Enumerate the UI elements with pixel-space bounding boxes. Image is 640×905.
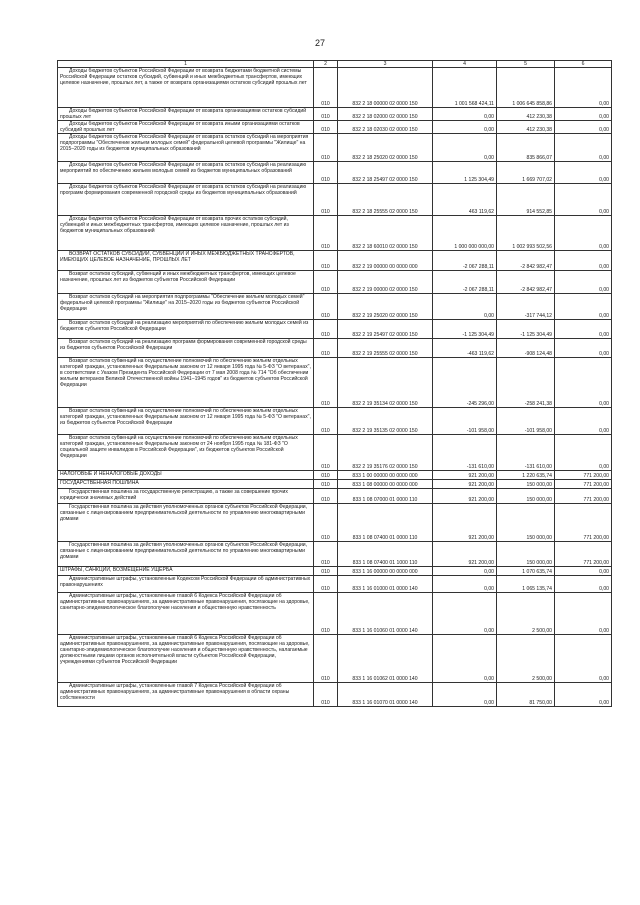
row-budget-code-cell: 833 1 00 00000 00 0000 000 — [338, 471, 433, 480]
table-row — [58, 294, 612, 320]
row-name-text: Административные штрафы, установленные главой 7 Кодекса Российской Федерации об административных правонарушениях, за административные правонарушения в области охраны собственности — [60, 683, 290, 702]
row-admin-code-cell: 010 — [314, 294, 338, 320]
row-budget-code-cell: 832 2 19 25555 02 0000 150 — [338, 339, 433, 358]
row-name-text: Доходы бюджетов субъектов Российской Федерации от возврата прочих остатков субсидий, субвенций и иных межбюджетных трансфертов, имеющих целевое назначение, прошлых лет из бюджетов муниципальных образований — [60, 216, 289, 235]
row-name-text: Возврат остатков субвенций на осуществление полномочий по обеспечению жильем отдельных категорий граждан, установленных Федеральным законом от 12 января 1995 года № 5-ФЗ "О ветеранах", из бюджетов субъектов Российской Федерации — [60, 408, 311, 427]
table-row — [58, 471, 612, 480]
table-row — [58, 635, 612, 683]
row-unexecuted-cell: 0,00 — [555, 683, 612, 707]
row-unexecuted-cell: 771 200,00 — [555, 542, 612, 567]
row-name-cell — [58, 635, 314, 683]
row-unexecuted-cell: 0,00 — [555, 216, 612, 251]
row-admin-code-cell: 010 — [314, 567, 338, 576]
row-executed-cell: 150 000,00 — [497, 489, 555, 504]
row-admin-code-cell: 010 — [314, 320, 338, 339]
row-admin-code-cell: 010 — [314, 184, 338, 216]
row-name-text: Доходы бюджетов субъектов Российской Федерации от возврата организациями остатков субсидий прошлых лет — [60, 108, 307, 121]
table-row — [58, 216, 612, 251]
row-plan-cell: 0,00 — [433, 134, 497, 162]
row-name-cell — [58, 435, 314, 471]
row-budget-code-cell: 832 2 18 00000 02 0000 150 — [338, 68, 433, 108]
row-name-text: ГОСУДАРСТВЕННАЯ ПОШЛИНА — [60, 480, 139, 487]
row-name-text: Возврат остатков субсидий, субвенций и иных межбюджетных трансфертов, имеющих целевое назначение, прошлых лет из бюджетов субъектов Российской Федерации — [60, 271, 296, 284]
row-unexecuted-cell: 0,00 — [555, 271, 612, 294]
row-budget-code-cell: 832 2 18 60010 02 0000 150 — [338, 216, 433, 251]
table-row — [58, 576, 612, 593]
row-unexecuted-cell: 0,00 — [555, 68, 612, 108]
row-budget-code-cell: 833 1 16 00000 00 0000 000 — [338, 567, 433, 576]
row-name-text: Государственная пошлина за действия уполномоченных органов субъектов Российской Федерации, связанные с лицензированием предпринимательской деятельности по управлению многоквартирными домами — [60, 504, 308, 523]
row-plan-cell: 921 200,00 — [433, 504, 497, 542]
row-executed-cell: -1 125 304,49 — [497, 320, 555, 339]
table-row — [58, 408, 612, 435]
row-name-text: Возврат остатков субвенций на осуществление полномочий по обеспечению жильем отдельных категорий граждан, установленных Федеральным законом от 12 января 1995 года № 5-ФЗ "О ветеранах", в соответствии с Указом Президента Российской Федерации от 7 мая 2008 года № 714 "Об обеспечении жильем ветеранов Великой Отечественной войны 1941–1945 годов" из бюджетов субъектов Российской Федерации — [60, 358, 311, 389]
table-row — [58, 593, 612, 635]
row-name-text: Возврат остатков субвенций на осуществление полномочий по обеспечению жильем отдельных категорий граждан, установленных Федеральным законом от 24 ноября 1995 года № 181-ФЗ "О социальной защите инвалидов в Российской Федерации", из бюджетов субъектов Российской Федерации — [60, 435, 298, 460]
row-executed-cell: 412 230,38 — [497, 108, 555, 121]
row-name-cell — [58, 480, 314, 489]
row-executed-cell: -2 842 982,47 — [497, 271, 555, 294]
row-name-cell — [58, 339, 314, 358]
row-name-cell — [58, 251, 314, 271]
row-executed-cell: -908 124,48 — [497, 339, 555, 358]
row-plan-cell: 0,00 — [433, 683, 497, 707]
row-budget-code-cell: 833 1 08 07000 01 0000 110 — [338, 489, 433, 504]
row-admin-code-cell: 010 — [314, 471, 338, 480]
row-name-cell — [58, 471, 314, 480]
row-name-text: Государственная пошлина за государственную регистрацию, а также за совершение прочих юридически значимых действий — [60, 489, 288, 502]
row-plan-cell: 0,00 — [433, 121, 497, 134]
row-admin-code-cell: 010 — [314, 271, 338, 294]
row-name-text: Возврат остатков субсидий на реализацию мероприятий по обеспечению жильем молодых семей из бюджетов субъектов Российской Федерации — [60, 320, 309, 333]
row-name-cell — [58, 162, 314, 184]
row-unexecuted-cell: 0,00 — [555, 593, 612, 635]
row-name-text: Доходы бюджетов субъектов Российской Федерации от возврата бюджетами бюджетной системы Российской Федерации остатков субсидий, субвенций и иных межбюджетных трансфертов, имеющих целевое назначение, прошлых лет, а также от возврата организациями остатков субсидий прошлых лет — [60, 68, 307, 87]
row-name-text: Государственная пошлина за действия уполномоченных органов субъектов Российской Федерации, связанные с лицензированием предпринимательской деятельности по управлению многоквартирными домами — [60, 542, 308, 561]
row-plan-cell: 0,00 — [433, 635, 497, 683]
row-name-cell — [58, 593, 314, 635]
row-executed-cell: 2 500,00 — [497, 593, 555, 635]
row-admin-code-cell: 010 — [314, 251, 338, 271]
row-admin-code-cell: 010 — [314, 576, 338, 593]
row-admin-code-cell: 010 — [314, 489, 338, 504]
row-plan-cell: 463 119,62 — [433, 184, 497, 216]
table-row — [58, 339, 612, 358]
row-unexecuted-cell: 0,00 — [555, 162, 612, 184]
row-admin-code-cell: 010 — [314, 504, 338, 542]
row-plan-cell: -2 067 288,11 — [433, 251, 497, 271]
row-unexecuted-cell: 0,00 — [555, 251, 612, 271]
row-executed-cell: 81 750,00 — [497, 683, 555, 707]
row-unexecuted-cell: 0,00 — [555, 567, 612, 576]
row-budget-code-cell: 832 2 19 25020 02 0000 150 — [338, 294, 433, 320]
row-executed-cell: 835 866,07 — [497, 134, 555, 162]
header-col-6: 6 — [555, 61, 612, 68]
row-unexecuted-cell: 0,00 — [555, 294, 612, 320]
table-row — [58, 358, 612, 408]
row-unexecuted-cell: 0,00 — [555, 320, 612, 339]
row-admin-code-cell: 010 — [314, 358, 338, 408]
row-plan-cell: 0,00 — [433, 567, 497, 576]
row-name-cell — [58, 320, 314, 339]
row-admin-code-cell: 010 — [314, 134, 338, 162]
table-row — [58, 162, 612, 184]
row-admin-code-cell: 010 — [314, 435, 338, 471]
row-name-text: ВОЗВРАТ ОСТАТКОВ СУБСИДИЙ, СУБВЕНЦИЙ И ИНЫХ МЕЖБЮДЖЕТНЫХ ТРАНСФЕРТОВ, ИМЕЮЩИХ ЦЕЛЕВОЕ НАЗНАЧЕНИЕ, ПРОШЛЫХ ЛЕТ — [60, 251, 295, 264]
row-budget-code-cell: 832 2 19 00000 02 0000 150 — [338, 271, 433, 294]
row-name-cell — [58, 108, 314, 121]
row-budget-code-cell: 832 2 19 35135 02 0000 150 — [338, 408, 433, 435]
row-budget-code-cell: 832 2 19 35176 02 0000 150 — [338, 435, 433, 471]
row-name-cell — [58, 134, 314, 162]
row-budget-code-cell: 833 1 16 01000 01 0000 140 — [338, 576, 433, 593]
row-budget-code-cell: 833 1 08 00000 00 0000 000 — [338, 480, 433, 489]
row-name-text: Административные штрафы, установленные главой 6 Кодекса Российской Федерации об административных правонарушениях, за административные правонарушения, посягающие на здоровье, санитарно-эпидемиологическое благополучие населения и общественную нравственность — [60, 593, 310, 612]
row-admin-code-cell: 010 — [314, 162, 338, 184]
row-unexecuted-cell: 0,00 — [555, 339, 612, 358]
row-unexecuted-cell: 771 200,00 — [555, 480, 612, 489]
row-executed-cell: 1 669 707,02 — [497, 162, 555, 184]
row-admin-code-cell: 010 — [314, 480, 338, 489]
row-budget-code-cell: 833 1 08 07400 01 0000 110 — [338, 504, 433, 542]
table-row — [58, 567, 612, 576]
row-plan-cell: -2 067 288,11 — [433, 271, 497, 294]
row-plan-cell: 0,00 — [433, 593, 497, 635]
table-row — [58, 68, 612, 108]
row-name-cell — [58, 216, 314, 251]
row-budget-code-cell: 832 2 18 25555 02 0000 150 — [338, 184, 433, 216]
row-name-cell — [58, 576, 314, 593]
row-budget-code-cell: 832 2 18 25497 02 0000 150 — [338, 162, 433, 184]
row-name-cell — [58, 542, 314, 567]
header-col-2: 2 — [314, 61, 338, 68]
row-plan-cell: 921 200,00 — [433, 542, 497, 567]
row-plan-cell: -1 125 304,49 — [433, 320, 497, 339]
table-row — [58, 435, 612, 471]
row-unexecuted-cell: 0,00 — [555, 108, 612, 121]
header-col-1: 1 — [58, 61, 314, 68]
row-name-cell — [58, 294, 314, 320]
row-executed-cell: -101 958,00 — [497, 408, 555, 435]
table-row — [58, 489, 612, 504]
row-plan-cell: 921 200,00 — [433, 471, 497, 480]
row-unexecuted-cell: 0,00 — [555, 134, 612, 162]
row-name-text: Доходы бюджетов субъектов Российской Федерации от возврата остатков субсидий на реализацию мероприятий по обеспечению жильем молодых семей из бюджетов муниципальных образований — [60, 162, 307, 175]
row-name-text: ШТРАФЫ, САНКЦИИ, ВОЗМЕЩЕНИЕ УЩЕРБА — [60, 567, 173, 574]
row-plan-cell: 1 001 568 424,11 — [433, 68, 497, 108]
row-name-cell — [58, 121, 314, 134]
row-unexecuted-cell: 0,00 — [555, 576, 612, 593]
row-admin-code-cell: 010 — [314, 216, 338, 251]
row-name-cell — [58, 184, 314, 216]
budget-table — [57, 60, 612, 707]
row-plan-cell: 921 200,00 — [433, 480, 497, 489]
row-unexecuted-cell: 771 200,00 — [555, 489, 612, 504]
row-name-text: Доходы бюджетов субъектов Российской Федерации от возврата иными организациями остатков субсидий прошлых лет — [60, 121, 300, 134]
row-name-cell — [58, 68, 314, 108]
table-row — [58, 271, 612, 294]
row-plan-cell: 921 200,00 — [433, 489, 497, 504]
row-budget-code-cell: 833 1 16 01070 01 0000 140 — [338, 683, 433, 707]
row-executed-cell: 914 552,85 — [497, 184, 555, 216]
row-budget-code-cell: 832 2 19 35134 02 0000 150 — [338, 358, 433, 408]
row-budget-code-cell: 833 1 16 01062 01 0000 140 — [338, 635, 433, 683]
row-name-cell — [58, 489, 314, 504]
row-plan-cell: -245 296,00 — [433, 358, 497, 408]
table-row — [58, 251, 612, 271]
table-row — [58, 542, 612, 567]
table-row — [58, 134, 612, 162]
row-name-text: Доходы бюджетов субъектов Российской Федерации от возврата остатков субсидий на мероприятия подпрограммы "Обеспечение жильем молодых семей" федеральной целевой программы "Жилище" на 2015–2020 годы из бюджетов муниципальных образований — [60, 134, 309, 153]
row-admin-code-cell: 010 — [314, 121, 338, 134]
row-admin-code-cell: 010 — [314, 108, 338, 121]
row-budget-code-cell: 832 2 18 02030 02 0000 150 — [338, 121, 433, 134]
row-budget-code-cell: 832 2 18 25020 02 0000 150 — [338, 134, 433, 162]
table-row — [58, 121, 612, 134]
row-plan-cell: -463 119,62 — [433, 339, 497, 358]
row-plan-cell: 0,00 — [433, 294, 497, 320]
row-executed-cell: -131 610,00 — [497, 435, 555, 471]
row-name-cell — [58, 504, 314, 542]
header-col-5: 5 — [497, 61, 555, 68]
row-executed-cell: 1 220 635,74 — [497, 471, 555, 480]
header-col-3: 3 — [338, 61, 433, 68]
row-name-text: Административные штрафы, установленные Кодексом Российской Федерации об административных правонарушениях — [60, 576, 311, 589]
row-admin-code-cell: 010 — [314, 68, 338, 108]
table-row — [58, 320, 612, 339]
row-name-text: Доходы бюджетов субъектов Российской Федерации от возврата остатков субсидий на реализацию программ формирования современной городской среды из бюджетов муниципальных образований — [60, 184, 307, 197]
header-row — [58, 61, 612, 68]
row-budget-code-cell: 833 1 08 07400 01 1000 110 — [338, 542, 433, 567]
table-row — [58, 184, 612, 216]
header-col-4: 4 — [433, 61, 497, 68]
table-row — [58, 480, 612, 489]
row-name-cell — [58, 567, 314, 576]
row-admin-code-cell: 010 — [314, 542, 338, 567]
row-budget-code-cell: 832 2 19 00000 00 0000 000 — [338, 251, 433, 271]
row-executed-cell: 150 000,00 — [497, 480, 555, 489]
row-plan-cell: 1 125 304,49 — [433, 162, 497, 184]
row-admin-code-cell: 010 — [314, 339, 338, 358]
table-row — [58, 108, 612, 121]
row-executed-cell: 2 500,00 — [497, 635, 555, 683]
row-name-text: Возврат остатков субсидий на мероприятия подпрограммы "Обеспечение жильем молодых семей" федеральной целевой программы "Жилище" на 2015–2020 годы из бюджетов субъектов Российской Федерации — [60, 294, 305, 313]
row-admin-code-cell: 010 — [314, 683, 338, 707]
row-executed-cell: -317 744,12 — [497, 294, 555, 320]
row-name-cell — [58, 358, 314, 408]
row-plan-cell: -101 958,00 — [433, 408, 497, 435]
row-executed-cell: 150 000,00 — [497, 542, 555, 567]
row-unexecuted-cell: 0,00 — [555, 121, 612, 134]
row-unexecuted-cell: 0,00 — [555, 184, 612, 216]
row-name-cell — [58, 683, 314, 707]
row-name-text: Возврат остатков субсидий на реализацию программ формирования современной городской среды из бюджетов субъектов Российской Федерации — [60, 339, 307, 352]
row-plan-cell: 1 000 000 000,00 — [433, 216, 497, 251]
row-budget-code-cell: 833 1 16 01060 01 0000 140 — [338, 593, 433, 635]
row-executed-cell: -2 842 982,47 — [497, 251, 555, 271]
row-unexecuted-cell: 0,00 — [555, 408, 612, 435]
row-unexecuted-cell: 0,00 — [555, 635, 612, 683]
row-executed-cell: -258 241,38 — [497, 358, 555, 408]
row-plan-cell: 0,00 — [433, 108, 497, 121]
row-unexecuted-cell: 0,00 — [555, 435, 612, 471]
row-name-text: Административные штрафы, установленные главой 6 Кодекса Российской Федерации об административных правонарушениях, за административные правонарушения, посягающие на здоровье, санитарно-эпидемиологическое благополучие населения и общественную нравственность, налагаемые должностными лицами органов исполнительной власти субъектов Российской Федерации, учреждениями субъектов Российской Федерации — [60, 635, 310, 666]
row-executed-cell: 412 230,38 — [497, 121, 555, 134]
row-name-cell — [58, 271, 314, 294]
row-unexecuted-cell: 0,00 — [555, 358, 612, 408]
page-number: 27 — [314, 38, 325, 48]
row-budget-code-cell: 832 2 18 02000 02 0000 150 — [338, 108, 433, 121]
row-budget-code-cell: 832 2 19 25497 02 0000 150 — [338, 320, 433, 339]
table-row — [58, 504, 612, 542]
row-admin-code-cell: 010 — [314, 593, 338, 635]
row-admin-code-cell: 010 — [314, 635, 338, 683]
row-unexecuted-cell: 771 200,00 — [555, 504, 612, 542]
row-name-cell — [58, 408, 314, 435]
row-plan-cell: 0,00 — [433, 576, 497, 593]
table-row — [58, 683, 612, 707]
row-executed-cell: 1 006 645 858,86 — [497, 68, 555, 108]
row-executed-cell: 1 065 135,74 — [497, 576, 555, 593]
row-executed-cell: 150 000,00 — [497, 504, 555, 542]
row-name-text: НАЛОГОВЫЕ И НЕНАЛОГОВЫЕ ДОХОДЫ — [60, 471, 162, 478]
row-admin-code-cell: 010 — [314, 408, 338, 435]
row-plan-cell: -131 610,00 — [433, 435, 497, 471]
row-unexecuted-cell: 771 200,00 — [555, 471, 612, 480]
row-executed-cell: 1 002 993 502,56 — [497, 216, 555, 251]
row-executed-cell: 1 070 635,74 — [497, 567, 555, 576]
